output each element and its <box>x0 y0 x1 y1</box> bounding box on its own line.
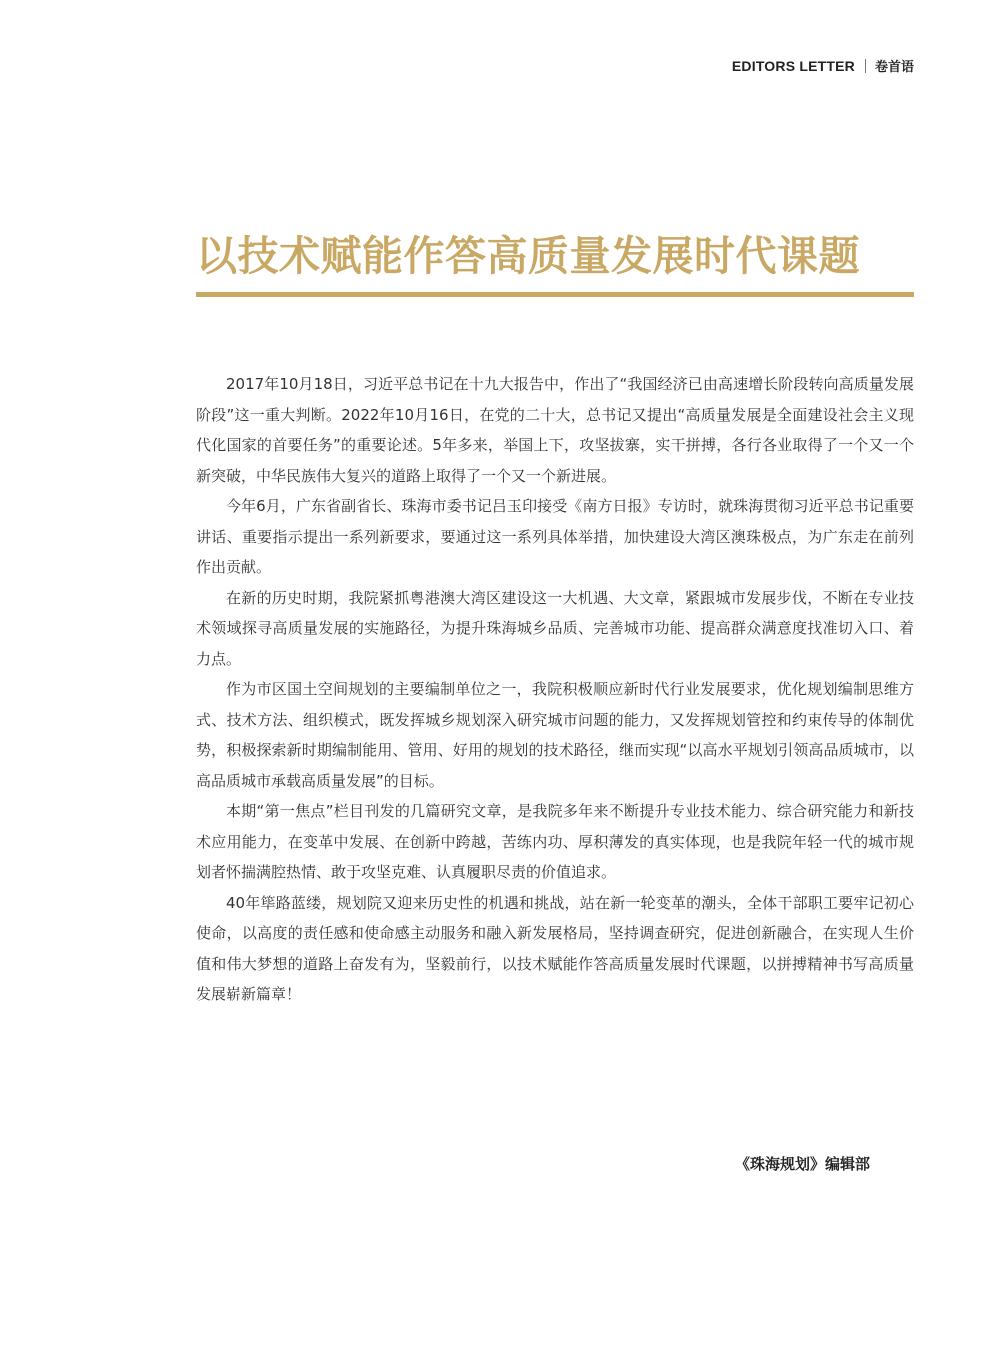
paragraph: 2017年10月18日，习近平总书记在十九大报告中，作出了“我国经济已由高速增长阶段转向高质量发展阶段”这一重大判断。2022年10月16日，在党的二十大，总书记又提出“高质量发展是全面建设社会主义现代化国家的首要任务”的重要论述。5年多来，举国上下，攻坚拔寨，实干拼搏，各行各业取得了一个又一个新突破，中华民族伟大复兴的道路上取得了一个又一个新进展。 <box>196 375 914 485</box>
paragraph: 今年6月，广东省副省长、珠海市委书记吕玉印接受《南方日报》专访时，就珠海贯彻习近平总书记重要讲话、重要指示提出一系列新要求，要通过这一系列具体举措，加快建设大湾区澳珠极点，为广东走在前列作出贡献。 <box>196 497 914 576</box>
signature: 《珠海规划》编辑部 <box>734 1155 870 1173</box>
paragraph: 40年筚路蓝缕，规划院又迎来历史性的机遇和挑战，站在新一轮变革的潮头，全体干部职工要牢记初心使命，以高度的责任感和使命感主动服务和融入新发展格局，坚持调查研究，促进创新融合，在实现人生价值和伟大梦想的道路上奋发有为，坚毅前行，以技术赋能作答高质量发展时代课题，以拼搏精神书写高质量发展崭新篇章！ <box>196 893 914 1003</box>
paragraph: 在新的历史时期，我院紧抓粤港澳大湾区建设这一大机遇、大文章，紧跟城市发展步伐，不断在专业技术领域探寻高质量发展的实施路径，为提升珠海城乡品质、完善城市功能、提高群众满意度找准切入口、着力点。 <box>196 588 914 668</box>
article-body <box>196 369 914 1010</box>
title-underline <box>196 292 914 297</box>
page-header <box>732 56 914 75</box>
paragraph: 本期“第一焦点”栏目刊发的几篇研究文章，是我院多年来不断提升专业技术能力、综合研究能力和新技术应用能力，在变革中发展、在创新中跨越，苦练内功、厚积薄发的真实体现，也是我院年轻一代的城市规划者怀揣满腔热情、敢于攻坚克难、认真履职尽责的价值追求。 <box>196 802 914 881</box>
header-divider <box>865 59 866 73</box>
paragraph: 作为市区国土空间规划的主要编制单位之一，我院积极顺应新时代行业发展要求，优化规划编制思维方式、技术方法、组织模式，既发挥城乡规划深入研究城市问题的能力，又发挥规划管控和约束传导的体制优势，积极探索新时期编制能用、管用、好用的规划的技术路径，继而实现“以高水平规划引领高品质城市，以高品质城市承载高质量发展”的目标。 <box>196 680 914 790</box>
section-label-en: EDITORS LETTER <box>731 57 855 74</box>
section-label-zh: 卷首语 <box>874 60 914 75</box>
article-title: 以技术赋能作答高质量发展时代课题 <box>196 232 860 280</box>
